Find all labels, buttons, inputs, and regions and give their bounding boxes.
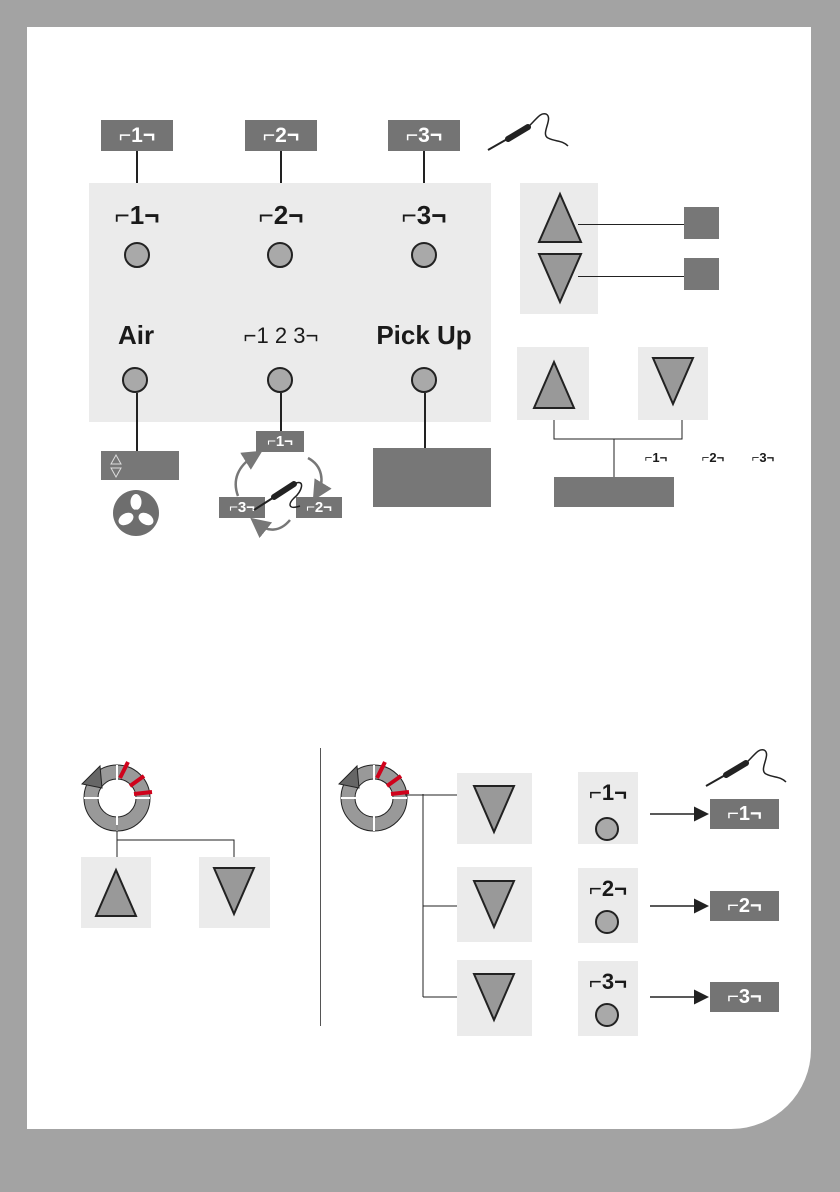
legend-tag-1: ⌐1¬ <box>644 450 668 465</box>
top-channel-tag-2: ⌐2¬ <box>245 120 317 151</box>
channel-3-button[interactable] <box>595 1003 619 1027</box>
channel-2-indicator <box>267 242 293 268</box>
fan-icon <box>112 489 160 537</box>
cycle-tag-2: ⌐2¬ <box>296 497 342 518</box>
down-triangle-icon[interactable] <box>472 879 516 929</box>
panel-channel-label-3: ⌐3¬ <box>401 200 447 230</box>
channel-select-button[interactable] <box>267 367 293 393</box>
up-down-keys <box>536 192 584 306</box>
top-channel-tag-1: ⌐1¬ <box>101 120 173 151</box>
channel-1-indicator <box>124 242 150 268</box>
pick-up-label: Pick Up <box>376 320 472 350</box>
channel-store-display <box>554 477 674 507</box>
panel-channel-label-2: ⌐2¬ <box>258 200 304 230</box>
cycle-tag-3: ⌐3¬ <box>219 497 265 518</box>
legend-tag-3: ⌐3¬ <box>751 450 775 465</box>
air-button[interactable] <box>122 367 148 393</box>
channel-label-3: ⌐3¬ <box>589 969 627 994</box>
cycle-tag-1: ⌐1¬ <box>256 431 304 452</box>
air-setting-display <box>101 451 179 480</box>
rotary-knob-icon <box>80 760 160 830</box>
up-triangle-icon[interactable] <box>532 360 576 410</box>
soldering-iron-icon <box>484 112 574 157</box>
output-tag-3: ⌐3¬ <box>710 982 779 1012</box>
channel-label-2: ⌐2¬ <box>589 876 627 901</box>
pick-up-button[interactable] <box>411 367 437 393</box>
channel-2-button[interactable] <box>595 910 619 934</box>
output-tag-1: ⌐1¬ <box>710 799 779 829</box>
value-down-display <box>684 258 719 290</box>
up-triangle-icon[interactable] <box>94 868 138 918</box>
connector-line <box>280 393 282 431</box>
down-triangle-icon[interactable] <box>472 972 516 1022</box>
channel-label-1: ⌐1¬ <box>589 780 627 805</box>
section-divider <box>320 748 321 1026</box>
soldering-iron-icon <box>702 750 792 795</box>
up-down-arrow-icon <box>109 454 123 478</box>
air-label: Air <box>117 320 155 350</box>
down-triangle-icon[interactable] <box>212 866 256 916</box>
connector-line <box>578 224 684 225</box>
output-tag-2: ⌐2¬ <box>710 891 779 921</box>
cycle-arrows-icon <box>228 440 338 540</box>
pick-up-display <box>373 448 491 507</box>
branch-lines <box>405 794 465 1004</box>
down-triangle-icon[interactable] <box>539 254 581 302</box>
legend-tag-2: ⌐2¬ <box>701 450 725 465</box>
bracket-lines <box>113 825 238 860</box>
up-triangle-icon[interactable] <box>539 194 581 242</box>
connector-line <box>136 393 138 451</box>
top-channel-tag-3: ⌐3¬ <box>388 120 460 151</box>
channel-3-indicator <box>411 242 437 268</box>
channel-select-label: ⌐1 2 3¬ <box>243 323 319 348</box>
down-triangle-icon[interactable] <box>472 784 516 834</box>
channel-1-button[interactable] <box>595 817 619 841</box>
store-arrows <box>650 806 712 1006</box>
connector-line <box>424 393 426 448</box>
value-up-display <box>684 207 719 239</box>
connector-line <box>578 276 684 277</box>
down-triangle-icon[interactable] <box>651 356 695 406</box>
panel-channel-label-1: ⌐1¬ <box>114 200 160 230</box>
